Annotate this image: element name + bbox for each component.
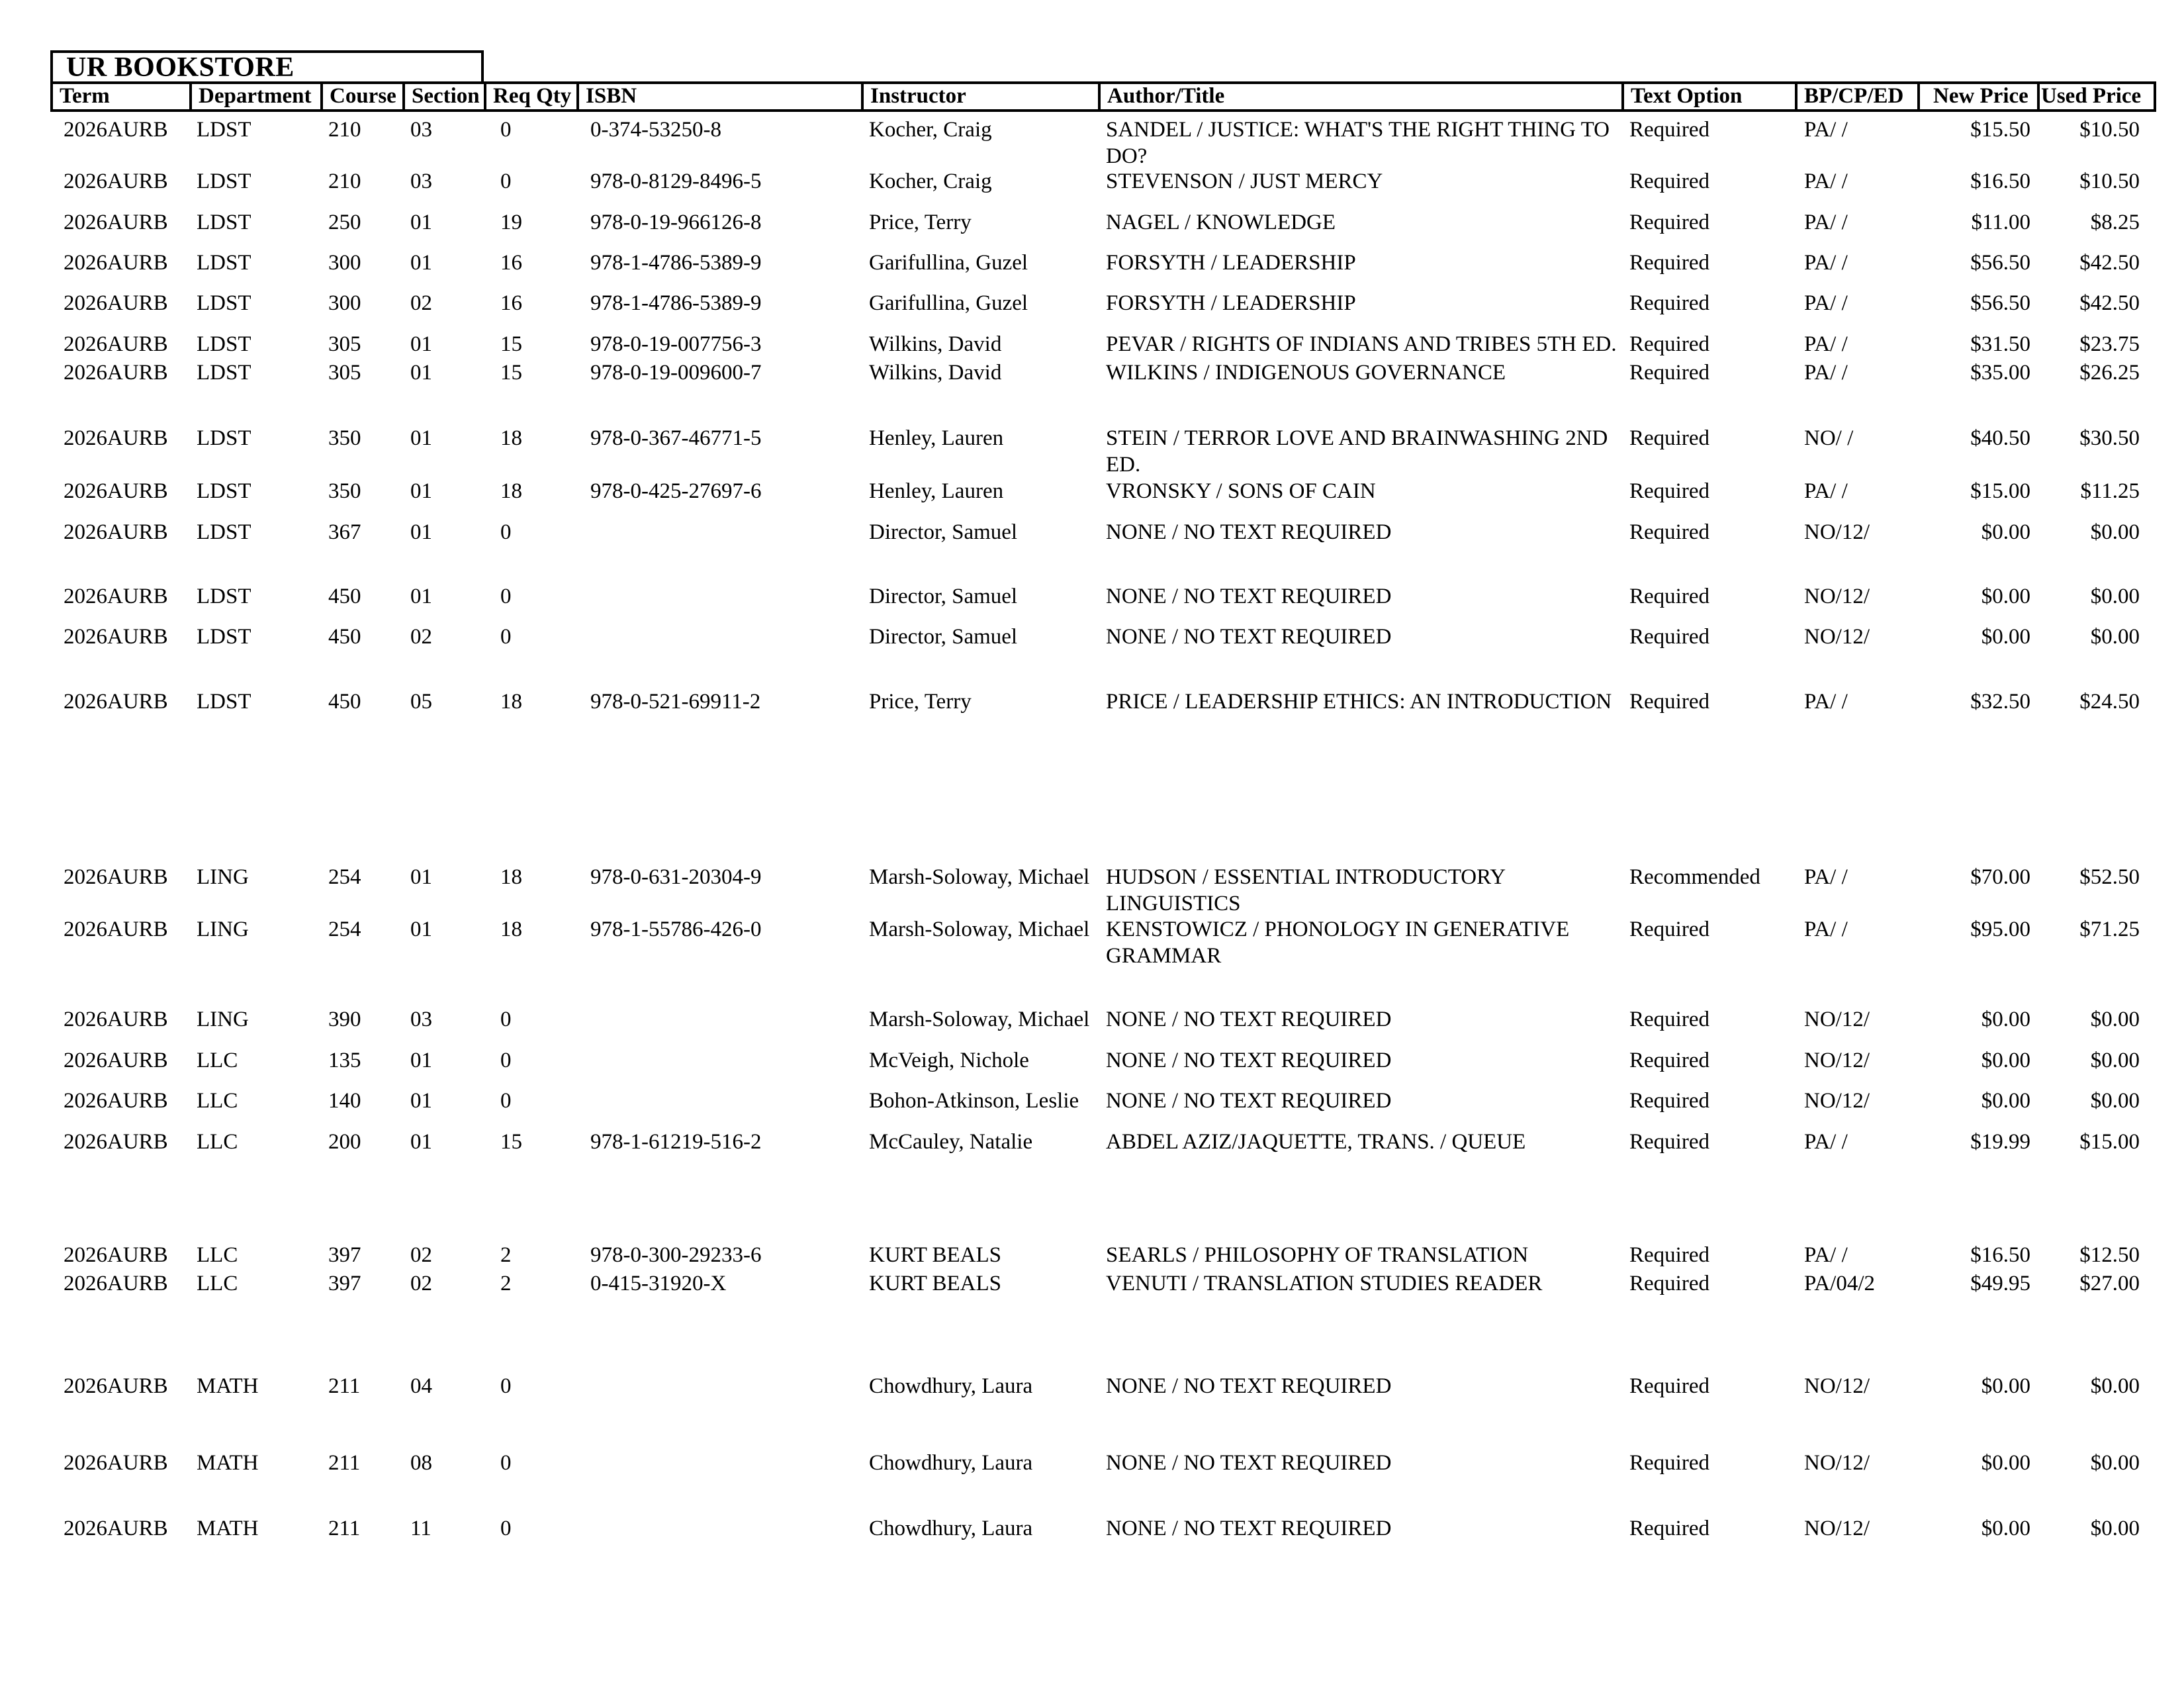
cell-new-price: $11.00 <box>1971 211 2030 234</box>
cell-instructor: Director, Samuel <box>869 625 1018 649</box>
cell-course: 450 <box>328 585 361 608</box>
cell-used-price: $24.50 <box>2079 690 2140 714</box>
cell-used-price: $52.50 <box>2079 865 2140 889</box>
cell-req-qty: 16 <box>500 251 522 275</box>
cell-bp-cp-ed: NO/12/ <box>1804 1008 1870 1031</box>
cell-department: MATH <box>197 1517 259 1540</box>
cell-course: 305 <box>328 332 361 356</box>
cell-course: 300 <box>328 251 361 275</box>
cell-isbn: 978-0-631-20304-9 <box>590 865 762 889</box>
cell-instructor: KURT BEALS <box>869 1243 1002 1267</box>
cell-department: LLC <box>197 1089 238 1113</box>
cell-text-option: Required <box>1629 520 1709 544</box>
cell-used-price: $12.50 <box>2079 1243 2140 1267</box>
cell-course: 367 <box>328 520 361 544</box>
header-req-qty: Req Qty <box>484 84 576 109</box>
store-title-box <box>50 50 484 81</box>
cell-text-option: Required <box>1629 1130 1709 1154</box>
cell-course: 210 <box>328 169 361 193</box>
cell-req-qty: 0 <box>500 1008 512 1031</box>
header-bp-cp-ed: BP/CP/ED <box>1795 84 1917 109</box>
cell-used-price: $11.25 <box>2080 479 2140 503</box>
cell-isbn: 978-0-300-29233-6 <box>590 1243 762 1267</box>
cell-course: 450 <box>328 625 361 649</box>
header-department: Department <box>189 84 320 109</box>
cell-used-price: $15.00 <box>2079 1130 2140 1154</box>
cell-text-option: Required <box>1629 1272 1709 1295</box>
cell-new-price: $0.00 <box>1981 1517 2030 1540</box>
cell-text-option: Required <box>1629 1008 1709 1031</box>
cell-used-price: $42.50 <box>2079 251 2140 275</box>
cell-used-price: $0.00 <box>2090 1451 2140 1475</box>
cell-text-option: Required <box>1629 479 1709 503</box>
cell-new-price: $95.00 <box>1970 917 2030 941</box>
cell-isbn: 978-0-521-69911-2 <box>590 690 761 714</box>
cell-term: 2026AURB <box>64 251 168 275</box>
cell-used-price: $0.00 <box>2090 520 2140 544</box>
cell-section: 01 <box>410 479 432 503</box>
cell-text-option: Required <box>1629 361 1709 385</box>
cell-req-qty: 0 <box>500 1517 512 1540</box>
cell-new-price: $31.50 <box>1970 332 2030 356</box>
cell-course: 210 <box>328 118 361 142</box>
cell-term: 2026AURB <box>64 625 168 649</box>
header-text-option: Text Option <box>1621 84 1795 109</box>
cell-term: 2026AURB <box>64 1517 168 1540</box>
cell-used-price: $71.25 <box>2079 917 2140 941</box>
cell-used-price: $0.00 <box>2090 1049 2140 1072</box>
cell-new-price: $0.00 <box>1981 1089 2030 1113</box>
cell-used-price: $0.00 <box>2090 585 2140 608</box>
cell-course: 390 <box>328 1008 361 1031</box>
cell-req-qty: 15 <box>500 332 522 356</box>
cell-new-price: $0.00 <box>1981 1049 2030 1072</box>
cell-bp-cp-ed: PA/ / <box>1804 361 1848 385</box>
cell-bp-cp-ed: NO/12/ <box>1804 1451 1870 1475</box>
cell-text-option: Recommended <box>1629 865 1760 889</box>
header-new-price: New Price <box>1917 84 2037 109</box>
cell-isbn: 0-374-53250-8 <box>590 118 721 142</box>
cell-department: LDST <box>197 690 251 714</box>
cell-instructor: Wilkins, David <box>869 332 1002 356</box>
cell-bp-cp-ed: PA/ / <box>1804 291 1848 315</box>
cell-course: 397 <box>328 1272 361 1295</box>
cell-department: LLC <box>197 1243 238 1267</box>
cell-author-title: KENSTOWICZ / PHONOLOGY IN GENERATIVE GRAMMAR <box>1106 917 1570 968</box>
cell-text-option: Required <box>1629 1089 1709 1113</box>
cell-text-option: Required <box>1629 690 1709 714</box>
cell-used-price: $0.00 <box>2090 1089 2140 1113</box>
cell-author-title: STEIN / TERROR LOVE AND BRAINWASHING 2ND ED. <box>1106 426 1608 477</box>
cell-new-price: $15.00 <box>1970 479 2030 503</box>
cell-text-option: Required <box>1629 426 1709 450</box>
cell-instructor: KURT BEALS <box>869 1272 1002 1295</box>
cell-section: 01 <box>410 332 432 356</box>
cell-bp-cp-ed: PA/ / <box>1804 211 1848 234</box>
cell-text-option: Required <box>1629 211 1709 234</box>
cell-department: LING <box>197 1008 249 1031</box>
cell-isbn: 978-1-61219-516-2 <box>590 1130 762 1154</box>
cell-instructor: Marsh-Soloway, Michael <box>869 1008 1090 1031</box>
cell-req-qty: 0 <box>500 118 512 142</box>
cell-used-price: $10.50 <box>2079 169 2140 193</box>
cell-section: 02 <box>410 291 432 315</box>
cell-req-qty: 16 <box>500 291 522 315</box>
cell-isbn: 978-1-4786-5389-9 <box>590 251 762 275</box>
cell-req-qty: 18 <box>500 479 522 503</box>
cell-instructor: Price, Terry <box>869 211 972 234</box>
cell-section: 03 <box>410 169 432 193</box>
cell-author-title: NONE / NO TEXT REQUIRED <box>1106 1049 1392 1072</box>
store-title: UR BOOKSTORE <box>66 52 295 83</box>
cell-req-qty: 15 <box>500 361 522 385</box>
cell-req-qty: 19 <box>500 211 522 234</box>
cell-author-title: NONE / NO TEXT REQUIRED <box>1106 1517 1392 1540</box>
cell-instructor: Marsh-Soloway, Michael <box>869 865 1090 889</box>
cell-req-qty: 0 <box>500 585 512 608</box>
cell-text-option: Required <box>1629 1451 1709 1475</box>
cell-course: 250 <box>328 211 361 234</box>
cell-text-option: Required <box>1629 332 1709 356</box>
cell-author-title: NONE / NO TEXT REQUIRED <box>1106 585 1392 608</box>
cell-department: LLC <box>197 1130 238 1154</box>
cell-author-title: NAGEL / KNOWLEDGE <box>1106 211 1336 234</box>
cell-bp-cp-ed: PA/ / <box>1804 332 1848 356</box>
cell-instructor: McVeigh, Nichole <box>869 1049 1029 1072</box>
header-isbn: ISBN <box>576 84 861 109</box>
cell-req-qty: 0 <box>500 1049 512 1072</box>
cell-new-price: $19.99 <box>1970 1130 2030 1154</box>
cell-term: 2026AURB <box>64 426 168 450</box>
table-header <box>50 81 2156 112</box>
cell-used-price: $23.75 <box>2079 332 2140 356</box>
cell-author-title: NONE / NO TEXT REQUIRED <box>1106 1451 1392 1475</box>
cell-course: 350 <box>328 426 361 450</box>
cell-author-title: STEVENSON / JUST MERCY <box>1106 169 1383 193</box>
cell-new-price: $49.95 <box>1970 1272 2030 1295</box>
cell-instructor: Henley, Lauren <box>869 479 1004 503</box>
cell-text-option: Required <box>1629 1243 1709 1267</box>
cell-section: 11 <box>410 1517 432 1540</box>
cell-course: 450 <box>328 690 361 714</box>
cell-isbn: 978-1-55786-426-0 <box>590 917 762 941</box>
cell-department: LDST <box>197 332 251 356</box>
cell-department: LDST <box>197 426 251 450</box>
cell-req-qty: 18 <box>500 865 522 889</box>
cell-bp-cp-ed: NO/12/ <box>1804 1089 1870 1113</box>
cell-term: 2026AURB <box>64 1130 168 1154</box>
cell-department: LING <box>197 865 249 889</box>
cell-req-qty: 15 <box>500 1130 522 1154</box>
cell-course: 397 <box>328 1243 361 1267</box>
cell-new-price: $35.00 <box>1970 361 2030 385</box>
cell-bp-cp-ed: PA/ / <box>1804 251 1848 275</box>
cell-used-price: $0.00 <box>2090 1374 2140 1398</box>
cell-text-option: Required <box>1629 251 1709 275</box>
cell-section: 01 <box>410 211 432 234</box>
cell-section: 03 <box>410 1008 432 1031</box>
cell-req-qty: 2 <box>500 1243 512 1267</box>
cell-department: LDST <box>197 479 251 503</box>
cell-instructor: Chowdhury, Laura <box>869 1517 1033 1540</box>
cell-instructor: Garifullina, Guzel <box>869 251 1028 275</box>
cell-section: 01 <box>410 251 432 275</box>
cell-used-price: $42.50 <box>2079 291 2140 315</box>
cell-req-qty: 0 <box>500 520 512 544</box>
cell-text-option: Required <box>1629 118 1709 142</box>
cell-department: LDST <box>197 520 251 544</box>
cell-department: LDST <box>197 585 251 608</box>
cell-bp-cp-ed: NO/12/ <box>1804 520 1870 544</box>
cell-department: LDST <box>197 361 251 385</box>
cell-section: 02 <box>410 625 432 649</box>
cell-author-title: PRICE / LEADERSHIP ETHICS: AN INTRODUCTION <box>1106 690 1612 714</box>
header-author-title: Author/Title <box>1098 84 1621 109</box>
cell-section: 01 <box>410 361 432 385</box>
cell-department: LDST <box>197 118 251 142</box>
cell-section: 01 <box>410 1089 432 1113</box>
cell-req-qty: 18 <box>500 426 522 450</box>
cell-text-option: Required <box>1629 585 1709 608</box>
cell-section: 01 <box>410 865 432 889</box>
cell-author-title: VENUTI / TRANSLATION STUDIES READER <box>1106 1272 1543 1295</box>
cell-course: 254 <box>328 865 361 889</box>
cell-author-title: WILKINS / INDIGENOUS GOVERNANCE <box>1106 361 1506 385</box>
cell-instructor: Kocher, Craig <box>869 169 992 193</box>
cell-bp-cp-ed: NO/12/ <box>1804 1374 1870 1398</box>
cell-new-price: $70.00 <box>1970 865 2030 889</box>
cell-course: 211 <box>328 1374 361 1398</box>
cell-text-option: Required <box>1629 1517 1709 1540</box>
cell-req-qty: 0 <box>500 1374 512 1398</box>
cell-new-price: $0.00 <box>1981 1451 2030 1475</box>
cell-bp-cp-ed: PA/ / <box>1804 118 1848 142</box>
cell-author-title: ABDEL AZIZ/JAQUETTE, TRANS. / QUEUE <box>1106 1130 1526 1154</box>
cell-instructor: Bohon-Atkinson, Leslie <box>869 1089 1079 1113</box>
cell-used-price: $27.00 <box>2079 1272 2140 1295</box>
cell-course: 200 <box>328 1130 361 1154</box>
cell-bp-cp-ed: PA/ / <box>1804 690 1848 714</box>
cell-isbn: 978-0-19-009600-7 <box>590 361 762 385</box>
cell-term: 2026AURB <box>64 1049 168 1072</box>
cell-new-price: $0.00 <box>1981 625 2030 649</box>
cell-req-qty: 0 <box>500 169 512 193</box>
cell-req-qty: 18 <box>500 690 522 714</box>
cell-instructor: Marsh-Soloway, Michael <box>869 917 1090 941</box>
cell-section: 03 <box>410 118 432 142</box>
cell-term: 2026AURB <box>64 865 168 889</box>
cell-term: 2026AURB <box>64 118 168 142</box>
cell-course: 211 <box>328 1451 361 1475</box>
cell-department: LLC <box>197 1049 238 1072</box>
header-term: Term <box>60 84 110 108</box>
cell-course: 350 <box>328 479 361 503</box>
header-section: Section <box>402 84 484 109</box>
cell-instructor: Chowdhury, Laura <box>869 1451 1033 1475</box>
cell-used-price: $26.25 <box>2079 361 2140 385</box>
cell-bp-cp-ed: NO/12/ <box>1804 1517 1870 1540</box>
cell-term: 2026AURB <box>64 291 168 315</box>
cell-new-price: $56.50 <box>1970 291 2030 315</box>
cell-new-price: $40.50 <box>1970 426 2030 450</box>
cell-new-price: $16.50 <box>1970 169 2030 193</box>
cell-section: 08 <box>410 1451 432 1475</box>
cell-text-option: Required <box>1629 625 1709 649</box>
cell-req-qty: 18 <box>500 917 522 941</box>
cell-isbn: 0-415-31920-X <box>590 1272 727 1295</box>
cell-author-title: PEVAR / RIGHTS OF INDIANS AND TRIBES 5TH ED. <box>1106 332 1617 356</box>
cell-author-title: NONE / NO TEXT REQUIRED <box>1106 520 1392 544</box>
cell-new-price: $15.50 <box>1970 118 2030 142</box>
cell-department: LDST <box>197 169 251 193</box>
cell-bp-cp-ed: PA/ / <box>1804 917 1848 941</box>
cell-department: LLC <box>197 1272 238 1295</box>
cell-bp-cp-ed: PA/ / <box>1804 169 1848 193</box>
cell-used-price: $0.00 <box>2090 1517 2140 1540</box>
cell-department: LING <box>197 917 249 941</box>
cell-department: LDST <box>197 625 251 649</box>
cell-term: 2026AURB <box>64 211 168 234</box>
cell-term: 2026AURB <box>64 479 168 503</box>
cell-new-price: $0.00 <box>1981 1008 2030 1031</box>
cell-bp-cp-ed: NO/12/ <box>1804 1049 1870 1072</box>
cell-author-title: VRONSKY / SONS OF CAIN <box>1106 479 1376 503</box>
cell-course: 211 <box>328 1517 361 1540</box>
cell-section: 01 <box>410 426 432 450</box>
cell-course: 135 <box>328 1049 361 1072</box>
cell-term: 2026AURB <box>64 169 168 193</box>
cell-author-title: NONE / NO TEXT REQUIRED <box>1106 1374 1392 1398</box>
cell-isbn: 978-0-367-46771-5 <box>590 426 762 450</box>
cell-section: 05 <box>410 690 432 714</box>
cell-new-price: $0.00 <box>1981 585 2030 608</box>
cell-used-price: $8.25 <box>2090 211 2140 234</box>
cell-new-price: $56.50 <box>1970 251 2030 275</box>
cell-author-title: FORSYTH / LEADERSHIP <box>1106 251 1356 275</box>
cell-req-qty: 0 <box>500 625 512 649</box>
cell-bp-cp-ed: PA/ / <box>1804 865 1848 889</box>
cell-instructor: Chowdhury, Laura <box>869 1374 1033 1398</box>
cell-bp-cp-ed: PA/04/2 <box>1804 1272 1875 1295</box>
cell-author-title: SEARLS / PHILOSOPHY OF TRANSLATION <box>1106 1243 1529 1267</box>
cell-isbn: 978-0-8129-8496-5 <box>590 169 762 193</box>
cell-author-title: NONE / NO TEXT REQUIRED <box>1106 625 1392 649</box>
cell-bp-cp-ed: PA/ / <box>1804 1243 1848 1267</box>
header-used-price: Used Price <box>2037 84 2156 109</box>
cell-section: 01 <box>410 1049 432 1072</box>
cell-term: 2026AURB <box>64 1243 168 1267</box>
cell-section: 01 <box>410 917 432 941</box>
cell-used-price: $10.50 <box>2079 118 2140 142</box>
cell-course: 305 <box>328 361 361 385</box>
cell-author-title: NONE / NO TEXT REQUIRED <box>1106 1089 1392 1113</box>
cell-used-price: $0.00 <box>2090 625 2140 649</box>
cell-section: 02 <box>410 1243 432 1267</box>
cell-new-price: $32.50 <box>1970 690 2030 714</box>
cell-term: 2026AURB <box>64 361 168 385</box>
cell-term: 2026AURB <box>64 690 168 714</box>
cell-department: LDST <box>197 251 251 275</box>
cell-new-price: $0.00 <box>1981 520 2030 544</box>
cell-section: 01 <box>410 520 432 544</box>
cell-term: 2026AURB <box>64 1451 168 1475</box>
cell-bp-cp-ed: PA/ / <box>1804 479 1848 503</box>
cell-instructor: Director, Samuel <box>869 520 1018 544</box>
cell-author-title: SANDEL / JUSTICE: WHAT'S THE RIGHT THING TO DO? <box>1106 118 1610 168</box>
cell-isbn: 978-1-4786-5389-9 <box>590 291 762 315</box>
cell-instructor: Price, Terry <box>869 690 972 714</box>
cell-req-qty: 0 <box>500 1089 512 1113</box>
cell-course: 300 <box>328 291 361 315</box>
cell-section: 01 <box>410 585 432 608</box>
cell-author-title: HUDSON / ESSENTIAL INTRODUCTORY LINGUISTICS <box>1106 865 1505 915</box>
cell-section: 04 <box>410 1374 432 1398</box>
header-instructor: Instructor <box>861 84 1098 109</box>
cell-text-option: Required <box>1629 169 1709 193</box>
cell-instructor: Director, Samuel <box>869 585 1018 608</box>
cell-req-qty: 0 <box>500 1451 512 1475</box>
cell-isbn: 978-0-19-966126-8 <box>590 211 762 234</box>
header-course: Course <box>320 84 402 109</box>
cell-term: 2026AURB <box>64 917 168 941</box>
cell-text-option: Required <box>1629 291 1709 315</box>
cell-term: 2026AURB <box>64 1089 168 1113</box>
cell-department: MATH <box>197 1451 259 1475</box>
cell-term: 2026AURB <box>64 1374 168 1398</box>
cell-instructor: Wilkins, David <box>869 361 1002 385</box>
cell-isbn: 978-0-425-27697-6 <box>590 479 762 503</box>
cell-instructor: Garifullina, Guzel <box>869 291 1028 315</box>
cell-section: 01 <box>410 1130 432 1154</box>
cell-text-option: Required <box>1629 917 1709 941</box>
cell-department: LDST <box>197 211 251 234</box>
cell-author-title: FORSYTH / LEADERSHIP <box>1106 291 1356 315</box>
cell-term: 2026AURB <box>64 332 168 356</box>
cell-new-price: $0.00 <box>1981 1374 2030 1398</box>
cell-text-option: Required <box>1629 1374 1709 1398</box>
cell-term: 2026AURB <box>64 1008 168 1031</box>
cell-section: 02 <box>410 1272 432 1295</box>
cell-department: LDST <box>197 291 251 315</box>
cell-bp-cp-ed: NO/ / <box>1804 426 1854 450</box>
cell-instructor: McCauley, Natalie <box>869 1130 1033 1154</box>
cell-new-price: $16.50 <box>1970 1243 2030 1267</box>
cell-req-qty: 2 <box>500 1272 512 1295</box>
cell-bp-cp-ed: PA/ / <box>1804 1130 1848 1154</box>
cell-term: 2026AURB <box>64 1272 168 1295</box>
cell-department: MATH <box>197 1374 259 1398</box>
cell-author-title: NONE / NO TEXT REQUIRED <box>1106 1008 1392 1031</box>
cell-term: 2026AURB <box>64 585 168 608</box>
cell-isbn: 978-0-19-007756-3 <box>590 332 762 356</box>
cell-text-option: Required <box>1629 1049 1709 1072</box>
cell-bp-cp-ed: NO/12/ <box>1804 625 1870 649</box>
cell-term: 2026AURB <box>64 520 168 544</box>
cell-instructor: Henley, Lauren <box>869 426 1004 450</box>
cell-bp-cp-ed: NO/12/ <box>1804 585 1870 608</box>
cell-course: 254 <box>328 917 361 941</box>
cell-instructor: Kocher, Craig <box>869 118 992 142</box>
cell-used-price: $0.00 <box>2090 1008 2140 1031</box>
cell-course: 140 <box>328 1089 361 1113</box>
cell-used-price: $30.50 <box>2079 426 2140 450</box>
